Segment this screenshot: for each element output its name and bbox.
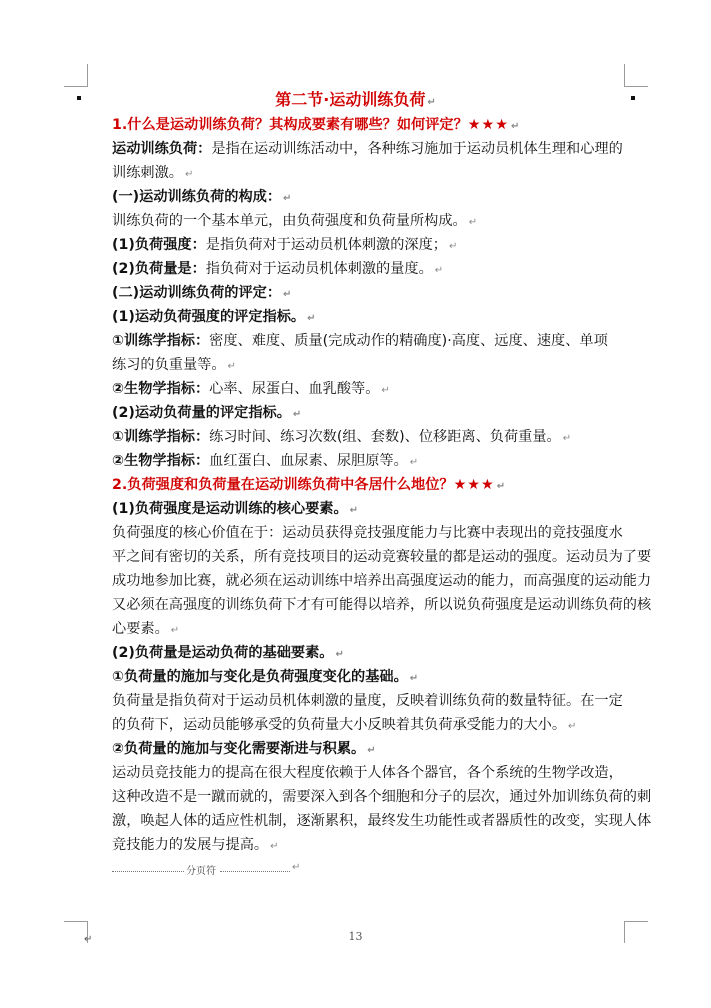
basis-sub2-line: 运动员竞技能力的提高在很大程度依赖于人体各个器官，各个系统的生物学改造，	[112, 765, 623, 781]
paragraph-mark: ↵	[292, 862, 301, 873]
question-1-heading: 1.什么是运动训练负荷？其构成要素有哪些？如何评定？★★★ ↵	[112, 117, 520, 133]
composition-heading: (一)运动训练负荷的构成： ↵	[112, 189, 292, 205]
basis-sub2-line: 激，唤起人体的适应性机制，逐渐累积，最终发生功能性或者器质性的改变，实现人体	[112, 813, 652, 829]
page-break-label: 分页符	[184, 862, 218, 877]
basis-sub2-line: 竞技能力的发展与提高。 ↵	[112, 837, 279, 853]
composition-item-volume: (2)负荷量是：指负荷对于运动员机体刺激的量度。 ↵	[112, 261, 444, 277]
basis-sub1-line: 负荷量是指负荷对于运动员机体刺激的量度，反映着训练负荷的数量特征。在一定	[112, 693, 623, 709]
rating-stars: ★★★	[467, 117, 509, 133]
page-number: 13	[348, 930, 363, 943]
core-paragraph-line: 成功地参加比赛，就必须在运动训练中培养出高强度运动的能力，而高强度的运动能力	[112, 573, 652, 589]
crop-mark-top-left-h	[64, 86, 88, 87]
crop-mark-bottom-right-h	[624, 921, 648, 922]
core-paragraph-line: 平之间有密切的关系，所有竞技项目的运动竞赛较量的都是运动的强度。运动员为了要	[112, 549, 652, 565]
definition-line-2: 训练刺激。 ↵	[112, 165, 194, 181]
volume-eval-heading: (2)运动负荷量的评定指标。 ↵	[112, 405, 302, 421]
core-heading: (1)负荷强度是运动训练的核心要素。 ↵	[112, 501, 359, 517]
evaluation-heading: (二)运动训练负荷的评定： ↵	[112, 285, 292, 301]
intensity-training-indicators-line-2: 练习的负重量等。 ↵	[112, 357, 236, 373]
basis-sub1-line: 的负荷下，运动员能够承受的负荷量大小反映着其负荷承受能力的大小。 ↵	[112, 717, 577, 733]
rating-stars: ★★★	[453, 477, 495, 493]
page-break-marker	[112, 860, 302, 878]
crop-mark-top-left-v	[87, 64, 88, 86]
crop-mark-top-right-h	[624, 86, 648, 87]
intensity-training-indicators-line-1: ①训练学指标：密度、难度、质量(完成动作的精确度)·高度、远度、速度、单项	[112, 333, 608, 349]
basis-heading: (2)负荷量是运动负荷的基础要素。 ↵	[112, 645, 344, 661]
intensity-eval-heading: (1)运动负荷强度的评定指标。 ↵	[112, 309, 316, 325]
definition-line-1: 运动训练负荷：是指在运动训练活动中，各种练习施加于运动员机体生理和心理的	[112, 141, 623, 157]
basis-sub2-heading: ②负荷量的施加与变化需要渐进与积累。 ↵	[112, 741, 376, 757]
crop-mark-top-right-v	[624, 64, 625, 86]
page-title: 第二节·运动训练负荷 ↵	[275, 90, 436, 109]
composition-item-intensity: (1)负荷强度：是指负荷对于运动员机体刺激的深度； ↵	[112, 237, 458, 253]
composition-intro: 训练负荷的一个基本单元，由负荷强度和负荷量所构成。 ↵	[112, 213, 478, 229]
page-break-dots-left	[112, 871, 184, 872]
basis-sub1-heading: ①负荷量的施加与变化是负荷强度变化的基础。 ↵	[112, 669, 419, 685]
basis-sub2-line: 这种改造不是一蹴而就的，需要深入到各个细胞和分子的层次，通过外加训练负荷的刺	[112, 789, 652, 805]
paragraph-mark: ↵	[84, 934, 93, 945]
core-paragraph-line: 负荷强度的核心价值在于：运动员获得竞技强度能力与比赛中表现出的竞技强度水	[112, 525, 623, 541]
intensity-biological-indicators: ②生物学指标：心率、尿蛋白、血乳酸等。 ↵	[112, 381, 390, 397]
volume-training-indicators: ①训练学指标：练习时间、练习次数(组、套数)、位移距离、负荷重量。 ↵	[112, 429, 572, 445]
volume-biological-indicators: ②生物学指标：血红蛋白、血尿素、尿胆原等。 ↵	[112, 453, 419, 469]
core-paragraph-line: 又必须在高强度的训练负荷下才有可能得以培养，所以说负荷强度是运动训练负荷的核	[112, 597, 652, 613]
question-2-heading: 2.负荷强度和负荷量在运动训练负荷中各居什么地位？★★★ ↵	[112, 477, 506, 493]
core-paragraph-line: 心要素。 ↵	[112, 621, 180, 637]
page-break-dots-right	[220, 871, 290, 872]
crop-mark-bottom-left-h	[64, 921, 88, 922]
